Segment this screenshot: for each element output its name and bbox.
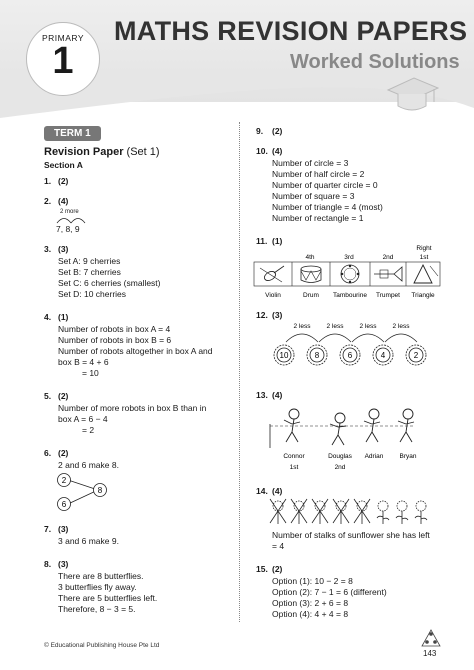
q1-number: 1. xyxy=(44,176,52,186)
instruments-figure xyxy=(252,240,442,302)
runner-icon xyxy=(364,409,380,442)
runner-name: Connor xyxy=(283,453,305,460)
q12-number: 12. xyxy=(256,310,268,320)
q15-line: Option (4): 4 + 4 = 8 xyxy=(272,609,349,619)
runner-icon xyxy=(330,413,346,445)
ordinal-label: 2nd xyxy=(382,254,394,261)
q1-answer: (2) xyxy=(58,176,69,186)
q15-number: 15. xyxy=(256,564,268,574)
q4-line: Number of robots in box A = 4 xyxy=(58,324,171,334)
page-title: MATHS REVISION PAPERS xyxy=(114,16,468,46)
instrument-name: Trumpet xyxy=(376,292,400,299)
section-heading: Section A xyxy=(44,160,83,170)
q4-line: box B = 4 + 6 xyxy=(58,357,109,367)
sunflower-icon xyxy=(377,501,389,524)
q15-line: Option (1): 10 − 2 = 8 xyxy=(272,576,353,586)
q9-answer: (2) xyxy=(272,126,283,136)
sunflower-icon xyxy=(333,499,349,524)
q11-number: 11. xyxy=(256,236,268,246)
q15-line: Option (3): 2 + 6 = 8 xyxy=(272,598,349,608)
level-number: 1 xyxy=(52,40,74,82)
drum-icon xyxy=(301,266,321,283)
bond-part: 2 xyxy=(61,476,67,485)
ordinal-label: 4th xyxy=(305,254,315,261)
q2-sequence: 7, 8, 9 xyxy=(56,224,80,234)
q2-answer: (4) xyxy=(58,196,69,206)
instrument-name: Tambourine xyxy=(333,292,367,299)
page-subtitle: Worked Solutions xyxy=(290,51,460,73)
runner-name: Douglas xyxy=(328,453,352,460)
triangle-instrument-icon xyxy=(414,265,438,283)
q2-arcs xyxy=(54,214,90,224)
paper-title xyxy=(44,146,160,158)
q4-answer: (1) xyxy=(58,312,69,322)
sunflower-icon xyxy=(270,499,286,524)
q8-line: Therefore, 8 − 3 = 5. xyxy=(58,604,136,614)
runner-place: 2nd xyxy=(334,464,346,471)
q7-line: 3 and 6 make 9. xyxy=(58,536,119,546)
q10-line: Number of square = 3 xyxy=(272,191,355,201)
footer-copyright: © Educational Publishing House Pte Ltd xyxy=(44,642,160,649)
page-number: 143 xyxy=(423,649,437,658)
ordinal-label: 1st xyxy=(419,254,429,261)
runner-place: 1st xyxy=(289,464,299,471)
paper-title-text: Revision Paper xyxy=(44,146,124,158)
q7-number: 7. xyxy=(44,524,52,534)
q5-answer: (2) xyxy=(58,391,69,401)
q10-answer: (4) xyxy=(272,146,283,156)
q5-line: = 2 xyxy=(82,425,95,435)
count-value: 4 xyxy=(380,351,386,360)
q4-line: Number of robots in box B = 6 xyxy=(58,335,172,345)
ordinal-label: Right xyxy=(416,245,432,252)
sunflower-icon xyxy=(312,499,328,524)
q11-answer: (1) xyxy=(272,236,283,246)
page-ornament-icon xyxy=(420,628,442,648)
q10-line: Number of circle = 3 xyxy=(272,158,349,168)
q7-answer: (3) xyxy=(58,524,69,534)
q14-number: 14. xyxy=(256,486,268,496)
race-figure xyxy=(264,400,434,474)
violin-icon xyxy=(260,266,284,282)
instrument-name: Triangle xyxy=(411,292,435,299)
q13-number: 13. xyxy=(256,390,268,400)
q10-line: Number of quarter circle = 0 xyxy=(272,180,378,190)
q10-line: Number of rectangle = 1 xyxy=(272,213,364,223)
graduation-cap-icon xyxy=(384,72,440,114)
q6-answer: (2) xyxy=(58,448,69,458)
runner-icon xyxy=(284,409,300,442)
q3-answer: (3) xyxy=(58,244,69,254)
q8-number: 8. xyxy=(44,559,52,569)
q3-line: Set A: 9 cherries xyxy=(58,256,121,266)
trumpet-icon xyxy=(374,267,402,281)
less-label: 2 less xyxy=(392,323,410,330)
q4-line: = 10 xyxy=(82,368,99,378)
q14-answer: (4) xyxy=(272,486,283,496)
q5-line: Number of more robots in box B than in xyxy=(58,403,207,413)
ordinal-label: 3rd xyxy=(344,254,354,261)
count-value: 8 xyxy=(314,351,320,360)
q8-line: There are 8 butterflies. xyxy=(58,571,144,581)
q2-number: 2. xyxy=(44,196,52,206)
q4-line: Number of robots altogether in box A and xyxy=(58,346,213,356)
q2-note: 2 more xyxy=(60,209,79,215)
less-label: 2 less xyxy=(326,323,344,330)
level-badge xyxy=(26,22,100,96)
less-label: 2 less xyxy=(359,323,377,330)
q15-line: Option (2): 7 − 1 = 6 (different) xyxy=(272,587,387,597)
sunflowers-figure xyxy=(268,497,434,527)
q10-number: 10. xyxy=(256,146,268,156)
q3-line: Set B: 7 cherries xyxy=(58,267,121,277)
q14-line: = 4 xyxy=(272,541,285,551)
q13-answer: (4) xyxy=(272,390,283,400)
count-value: 2 xyxy=(413,351,419,360)
sunflower-icon xyxy=(396,501,408,524)
q9-number: 9. xyxy=(256,126,264,136)
primary-label: PRIMARY xyxy=(41,33,85,43)
q12-answer: (3) xyxy=(272,310,283,320)
q8-line: 3 butterflies fly away. xyxy=(58,582,137,592)
bond-part: 6 xyxy=(61,500,67,509)
tambourine-icon xyxy=(341,265,359,283)
count-value: 10 xyxy=(279,351,289,360)
less-label: 2 less xyxy=(293,323,311,330)
runner-name: Bryan xyxy=(399,453,417,460)
q3-line: Set C: 6 cherries (smallest) xyxy=(58,278,161,288)
q5-number: 5. xyxy=(44,391,52,401)
paper-set: (Set 1) xyxy=(126,146,160,158)
q15-answer: (2) xyxy=(272,564,283,574)
q3-line: Set D: 10 cherries xyxy=(58,289,127,299)
q10-line: Number of triangle = 4 (most) xyxy=(272,202,383,212)
sunflower-icon xyxy=(415,501,427,524)
counting-back-figure xyxy=(264,320,434,372)
q6-number: 6. xyxy=(44,448,52,458)
sunflower-icon xyxy=(291,499,307,524)
instrument-name: Drum xyxy=(303,292,319,299)
column-divider xyxy=(239,122,240,622)
instrument-name: Violin xyxy=(265,292,281,299)
count-value: 6 xyxy=(347,351,353,360)
runner-name: Adrian xyxy=(364,453,384,460)
q5-line: box A = 6 − 4 xyxy=(58,414,108,424)
q8-line: There are 5 butterflies left. xyxy=(58,593,158,603)
q14-line: Number of stalks of sunflower she has left xyxy=(272,530,430,540)
sunflower-icon xyxy=(354,499,370,524)
q6-line: 2 and 6 make 8. xyxy=(58,460,119,470)
q3-number: 3. xyxy=(44,244,52,254)
runner-icon xyxy=(398,409,414,442)
number-bond-diagram xyxy=(54,472,114,514)
bond-whole: 8 xyxy=(97,486,103,495)
q4-number: 4. xyxy=(44,312,52,322)
term-badge: TERM 1 xyxy=(44,126,101,141)
q8-answer: (3) xyxy=(58,559,69,569)
q10-line: Number of half circle = 2 xyxy=(272,169,365,179)
